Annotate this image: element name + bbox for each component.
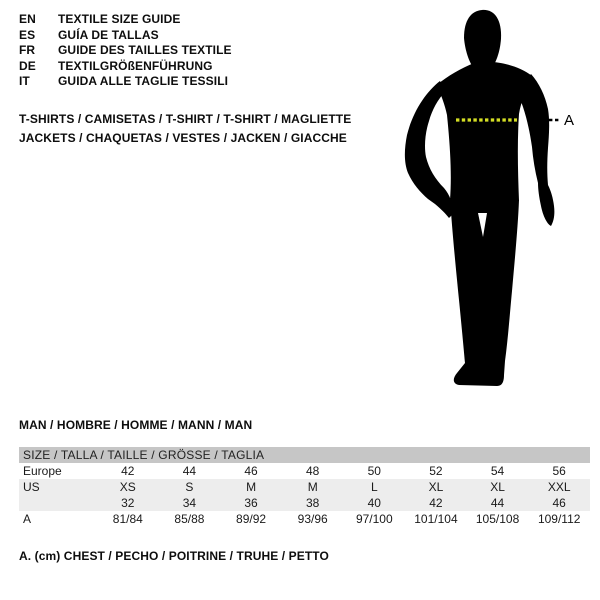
language-row: [19, 43, 232, 59]
size-cell: 109/112: [537, 512, 581, 526]
size-cell: 36: [244, 496, 258, 510]
size-cell: 46: [552, 496, 566, 510]
category-tshirts: T-SHIRTS / CAMISETAS / T-SHIRT / T-SHIRT / MAGLIETTE: [19, 112, 352, 126]
size-cell: 89/92: [236, 512, 267, 526]
category-list: [19, 110, 351, 147]
size-cell: 32: [121, 496, 135, 510]
size-table-header: SIZE / TALLA / TAILLE / GRÖSSE / TAGLIA: [19, 447, 590, 463]
size-cell: 48: [306, 464, 320, 478]
size-cell: 38: [306, 496, 320, 510]
size-cell: 44: [490, 496, 505, 510]
row-label: Europe: [23, 464, 62, 478]
silhouette-right-arm: [517, 74, 554, 226]
table-row-us: [19, 479, 590, 495]
table-row-numeric: [19, 495, 590, 511]
size-cell: XL: [428, 480, 444, 494]
size-cell: S: [185, 480, 194, 494]
language-row: [19, 59, 232, 75]
language-label: GUIDA ALLE TAGLIE TESSILI: [58, 74, 229, 89]
size-cell: 42: [121, 464, 135, 478]
section-title-man: MAN / HOMBRE / HOMME / MANN / MAN: [19, 418, 253, 432]
language-label: GUIDE DES TAILLES TEXTILE: [58, 43, 232, 58]
size-cell: 85/88: [174, 512, 205, 526]
size-cell: 54: [490, 464, 505, 478]
size-cell: 56: [552, 464, 566, 478]
size-cell: 93/96: [297, 512, 328, 526]
language-code: EN: [19, 12, 36, 26]
language-label: GUÍA DE TALLAS: [58, 27, 159, 42]
size-cell: L: [370, 480, 378, 494]
size-cell: 50: [367, 464, 381, 478]
size-cell: 81/84: [112, 512, 143, 526]
language-code: IT: [19, 74, 30, 89]
size-cell: 52: [429, 464, 443, 478]
size-cell: M: [307, 480, 318, 494]
size-cell: 34: [182, 496, 197, 510]
language-row: [19, 28, 232, 44]
language-row: [19, 12, 232, 28]
man-silhouette-figure: [390, 2, 600, 402]
size-cell: 44: [182, 464, 197, 478]
size-cell: XXL: [547, 480, 571, 494]
category-jackets: JACKETS / CHAQUETAS / VESTES / JACKEN / GIACCHE: [19, 130, 347, 145]
size-table: [19, 447, 590, 527]
row-label: US: [23, 480, 40, 494]
language-code: DE: [19, 58, 36, 73]
size-cell: 101/104: [414, 512, 458, 526]
size-cell: XS: [119, 480, 136, 494]
language-code: ES: [19, 27, 36, 42]
table-row-chest: [19, 511, 590, 527]
size-cell: 42: [429, 496, 443, 510]
man-silhouette: [390, 2, 600, 402]
silhouette-torso: [437, 62, 532, 201]
language-label: TEXTILE SIZE GUIDE: [58, 12, 181, 26]
size-cell: 46: [244, 464, 258, 478]
language-row: [19, 74, 232, 90]
row-label: [19, 495, 97, 511]
measure-label: A: [564, 112, 575, 129]
measurement-footnote: A. (cm) CHEST / PECHO / POITRINE / TRUHE / PETTO: [19, 549, 329, 563]
size-cell: M: [246, 480, 257, 494]
language-code: FR: [19, 43, 36, 58]
table-row-europe: [19, 463, 590, 479]
size-cell: 105/108: [475, 512, 520, 526]
row-label: A: [23, 512, 32, 526]
language-label: TEXTILGRÖßENFÜHRUNG: [58, 58, 213, 73]
size-cell: 40: [367, 496, 381, 510]
size-cell: XL: [490, 480, 505, 494]
size-cell: 97/100: [355, 512, 393, 526]
silhouette-head: [464, 10, 501, 70]
language-list: [19, 12, 232, 90]
